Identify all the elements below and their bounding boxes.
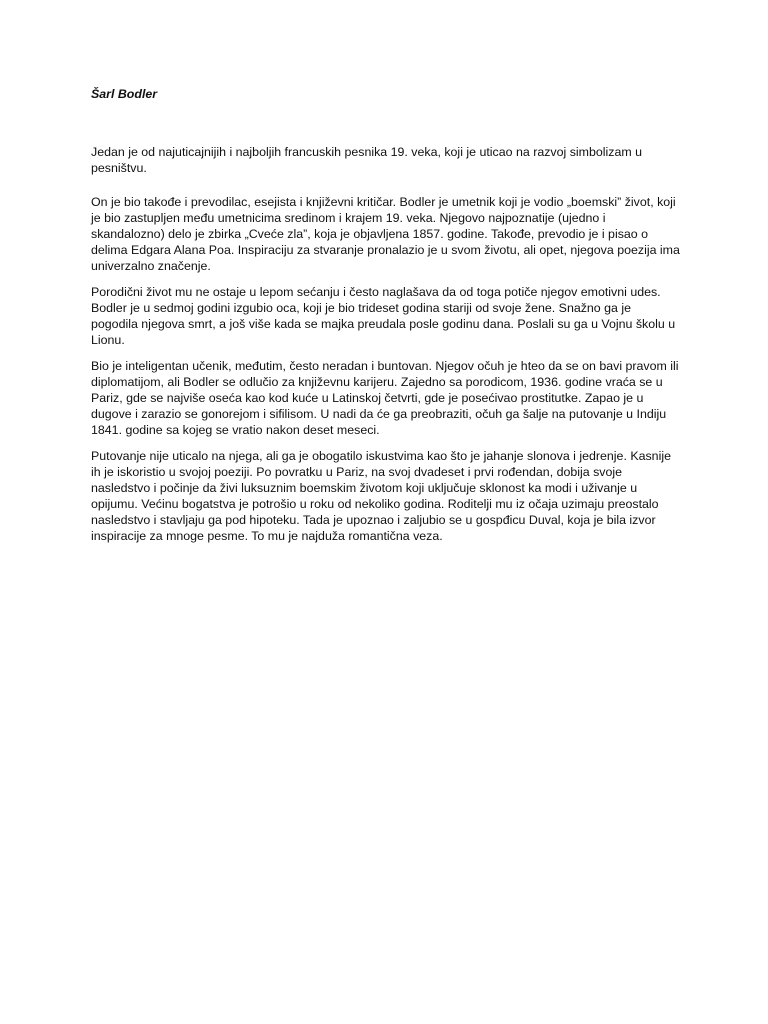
paragraph-career: On je bio takođe i prevodilac, esejista i književni kritičar. Bodler je umetnik koji je vodio „boemski” život, koji je bio zastupljen među umetnicima sredinom i krajem 19. veka. Njegovo najpoznatije (ujedno i skandalozno) delo je zbirka „Cveće zla”, koja je objavljena 1857. godine. Takođe, prevodio je i pisao o delima Edgara Alana Poa. Inspiraciju za stvaranje pronalazio je u svom životu, ali opet, njegova poezija ima univerzalno značenje. (91, 195, 680, 273)
paragraph-youth: Bio je inteligentan učenik, međutim, često neradan i buntovan. Njegov očuh je hteo da se on bavi pravom ili diplomatijom, ali Bodler se odlučio za književnu karijeru. Zajedno sa porodicom, 1936. godine vraća se u Pariz, gde se najviše oseća kao kod kuće u Latinskoj četvrti, gde je posećivao prostitutke. Zapao je u dugove i zarazio se gonorejom i sifilisom. U nadi da će ga preobraziti, očuh ga šalje na putovanje u Indiju 1841. godine sa kojeg se vratio nakon deset meseci. (91, 359, 679, 437)
paragraph-travel: Putovanje nije uticalo na njega, ali ga je obogatilo iskustvima kao što je jahanje slonova i jedrenje. Kasnije ih je iskoristio u svojoj poeziji. Po povratku u Pariz, na svoj dvadeset i prvi rođendan, dobija svoje nasledstvo i počinje da živi luksuznim boemskim životom koji uključuje sklonost ka modi i uživanje u opijumu. Većinu bogatstva je potrošio u roku od nekoliko godina. Roditelji mu iz očaja uzimaju preostalo nasledstvo i stavljaju ga pod hipoteku. Tada je upoznao i zaljubio se u gospđicu Duval, koja je bila izvor inspiracije za mnoge pesme. To mu je najduža romantična veza. (91, 449, 671, 543)
document-body (91, 86, 681, 554)
document-title: Šarl Bodler (91, 87, 158, 101)
paragraph-family: Porodični život mu ne ostaje u lepom sećanju i često naglašava da od toga potiče njegov emotivni udes. Bodler je u sedmoj godini izgubio oca, koji je bio trideset godina stariji od svoje žene. Snažno ga je pogodila njegova smrt, a još više kada se majka preudala posle godinu dana. Poslali su ga u Vojnu školu u Lionu. (91, 285, 676, 347)
paragraph-intro: Jedan je od najuticajnijih i najboljih francuskih pesnika 19. veka, koji je uticao na razvoj simbolizam u pesništvu. (91, 145, 642, 175)
